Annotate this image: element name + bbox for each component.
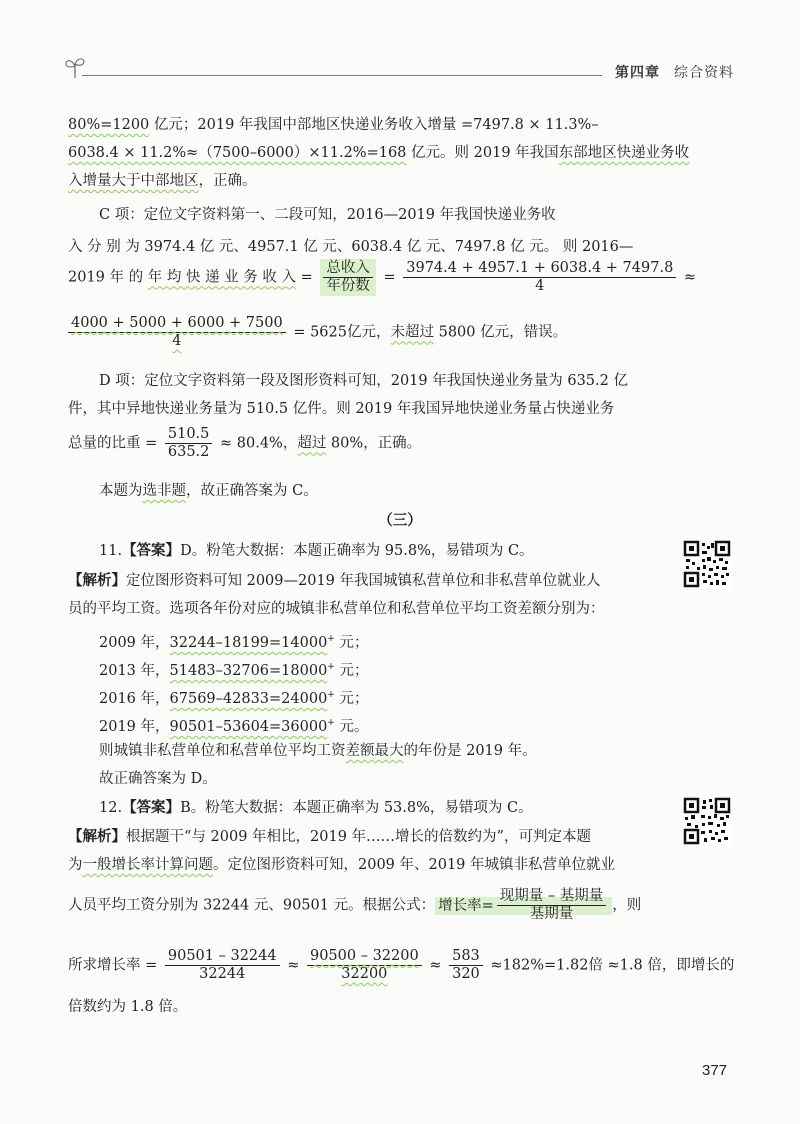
answer-tag: 【答案】 (122, 543, 181, 559)
highlight-text: 差额最大 (345, 743, 404, 759)
superscript: + (327, 690, 335, 700)
text-span: = (378, 269, 401, 286)
fraction (449, 948, 483, 983)
section-title: （三） (378, 513, 422, 529)
text-span: = (296, 269, 318, 286)
text-span: 2019 年 的 (68, 269, 148, 286)
fraction (403, 260, 676, 295)
highlight-text: 一般增长率计算问题 (82, 857, 213, 873)
text-span: ，正确。 (198, 173, 257, 189)
text-line (68, 170, 658, 192)
page-number: 377 (702, 1062, 728, 1079)
row-year: 2009 年， (99, 634, 170, 651)
fraction (68, 315, 286, 350)
fraction (307, 948, 422, 983)
fraction-numerator: 现期量 – 基期量 (497, 888, 606, 906)
text-line: D 项：定位文字资料第一段及图形资料可知，2019 年我国快递业务量为 635.2 亿 (99, 373, 628, 389)
fraction-denominator: 4 (172, 333, 182, 349)
text-span: ≈ (424, 957, 447, 974)
qr-code-icon[interactable] (683, 797, 731, 845)
highlight-text: 32244–18199=14000 (169, 634, 328, 651)
fraction (497, 888, 606, 923)
fraction-denominator: 635.2 (167, 444, 210, 460)
header-rule (82, 75, 602, 76)
text-span: B。粉笔大数据：本题正确率为 53.8%，易错项为 C。 (180, 800, 533, 816)
explanation-line (68, 826, 658, 848)
text-line (99, 480, 689, 502)
highlight-text: 80%=1200 (68, 117, 150, 133)
fraction-denominator: 年份数 (326, 278, 370, 294)
row-year: 2019 年， (99, 718, 170, 735)
chapter-number: 第四章 (615, 65, 660, 81)
highlight-text: 6038.4 × 11.2%≈（7500–6000）×11.2%=168 (68, 145, 407, 161)
text-span: 所求增长率 = (68, 957, 162, 974)
highlight-text: 入增量大于中部地区 (68, 173, 199, 189)
fraction (165, 948, 280, 983)
highlight-text: 67569–42833=24000 (169, 690, 328, 707)
text-span: 的年份是 2019 年。 (403, 743, 537, 759)
analysis-tag: 【解析】 (68, 573, 126, 589)
text-line (99, 740, 689, 762)
text-span: 80%，正确。 (326, 435, 422, 452)
text-span: ≈ (282, 957, 304, 974)
formula-line (68, 259, 697, 296)
row-year: 2013 年， (99, 662, 170, 679)
highlight-text: 51483–32706=18000 (169, 662, 328, 679)
formula-box (435, 888, 612, 922)
fraction-numerator: 583 (449, 948, 483, 966)
formula-line (68, 426, 658, 461)
highlight-text: 未超过 (390, 324, 434, 341)
highlight-text: 选非题 (142, 483, 186, 499)
text-span: 人员平均工资分别为 32244 元、90501 元。根据公式： (68, 897, 436, 914)
text-span: 本题为 (99, 483, 143, 499)
question-number: 11. (99, 543, 123, 559)
superscript: + (327, 634, 335, 644)
text-line: C 项：定位文字资料第一、二段可知，2016—2019 年我国快递业务收 (99, 207, 556, 223)
text-line: 入 分 别 为 3974.4 亿 元、4957.1 亿 元、6038.4 亿 元、7497.8 亿 元。 则 2016— (68, 239, 634, 255)
highlight-text: 90501–53604=36000 (169, 718, 328, 735)
row-unit: 元。 (334, 718, 369, 735)
text-span: D。粉笔大数据：本题正确率为 95.8%，易错项为 C。 (180, 543, 534, 559)
fraction-numerator: 4000 + 5000 + 6000 + 7500 (68, 315, 286, 333)
formula-line (68, 315, 658, 350)
text-span: 为 (68, 857, 83, 873)
answer-line (99, 797, 689, 819)
superscript: + (327, 662, 335, 672)
fraction-denominator: 基期量 (529, 906, 574, 922)
text-span: 亿元；2019 年我国中部地区快递业务收入增量 =7497.8 × 11.3%– (149, 117, 599, 133)
analysis-tag: 【解析】 (68, 829, 126, 845)
text-span: ，故正确答案为 C。 (186, 483, 318, 499)
fraction (165, 426, 213, 461)
explanation-line (68, 570, 658, 592)
fraction-numerator: 90501 – 32244 (165, 948, 280, 966)
row-unit: 元； (334, 690, 369, 707)
fraction-denominator: 32244 (199, 966, 246, 982)
question-number: 12. (99, 800, 123, 816)
fraction-numerator: 510.5 (165, 426, 213, 444)
text-line: 故正确答案为 D。 (99, 771, 217, 787)
highlight-text: 超过 (297, 435, 327, 452)
formula-line (68, 888, 658, 923)
text-span: 根据题干“与 2009 年相比，2019 年……增长的倍数约为”，可判定本题 (126, 829, 591, 845)
text-span: = 5625亿元， (288, 324, 391, 341)
text-span: 5800 亿元，错误。 (434, 324, 568, 341)
row-unit: 元； (334, 662, 369, 679)
text-span: ≈ (679, 269, 697, 286)
text-span: ≈182%=1.82倍 ≈1.8 倍，即增长的 (485, 957, 735, 974)
formula-line (68, 948, 735, 983)
text-span: ，则 (612, 897, 642, 914)
text-span: 则城镇非私营单位和私营单位平均工资 (99, 743, 346, 759)
text-span: ≈ 80.4%， (215, 435, 298, 452)
row-unit: 元； (334, 634, 369, 651)
row-year: 2016 年， (99, 690, 170, 707)
qr-code-icon[interactable] (683, 540, 731, 588)
text-span: 。定位图形资料可知，2009 年、2019 年城镇非私营单位就业 (213, 857, 616, 873)
fraction-denominator: 4 (535, 278, 545, 294)
list-item (99, 628, 689, 654)
sprout-icon (64, 54, 86, 80)
text-line: 件，其中异地快递业务量为 510.5 亿件。则 2019 年我国异地快递业务量占快递业务 (68, 401, 615, 417)
list-item (99, 684, 689, 710)
list-item (99, 656, 689, 682)
list-item (99, 712, 689, 738)
chapter-section: 综合资料 (674, 65, 734, 81)
chapter-title (615, 62, 734, 82)
formula-label: 增长率= (438, 897, 494, 914)
text-line (68, 114, 658, 136)
text-line (68, 142, 690, 164)
text-line: 倍数约为 1.8 倍。 (68, 999, 188, 1015)
fraction-numerator: 总收入 (323, 260, 373, 278)
text-span: 定位图形资料可知 2009—2019 年我国城镇私营单位和非私营单位就业人 (126, 573, 601, 589)
answer-line (99, 540, 689, 562)
fraction-denominator: 320 (452, 966, 480, 982)
fraction-numerator: 90500 – 32200 (307, 948, 422, 966)
answer-tag: 【答案】 (122, 800, 181, 816)
fraction-denominator: 32200 (341, 966, 388, 982)
highlight-text: 东部地区快递业务收 (558, 145, 690, 161)
text-span: 亿元。则 2019 年我国 (406, 145, 559, 161)
highlight-text: 年 均 快 递 业 务 收 入 (147, 269, 296, 286)
superscript: + (327, 718, 335, 728)
page-header (64, 54, 740, 84)
fraction (320, 259, 376, 296)
fraction-numerator: 3974.4 + 4957.1 + 6038.4 + 7497.8 (403, 260, 676, 278)
text-line (68, 854, 658, 876)
text-line: 员的平均工资。选项各年份对应的城镇非私营单位和私营单位平均工资差额分别为： (68, 601, 605, 617)
text-span: 总量的比重 = (68, 435, 162, 452)
